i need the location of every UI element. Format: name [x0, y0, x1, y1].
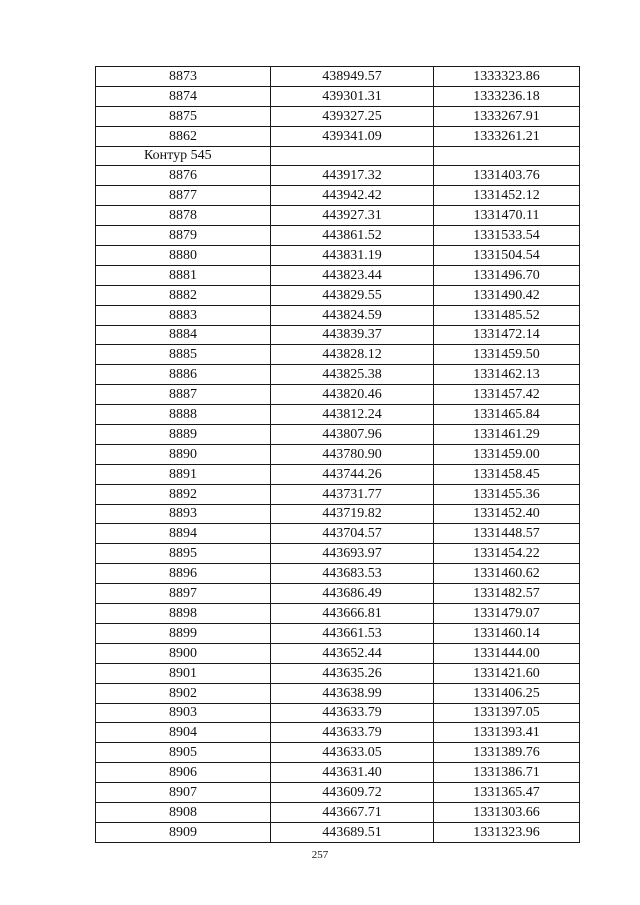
- empty-cell: [434, 146, 580, 166]
- table-row: [96, 206, 580, 226]
- table-row: [96, 305, 580, 325]
- y-coordinate-cell: 1331462.13: [434, 365, 580, 385]
- y-coordinate-cell: 1331460.62: [434, 564, 580, 584]
- x-coordinate-cell: 443633.05: [271, 743, 434, 763]
- point-number-cell: 8907: [96, 783, 271, 803]
- empty-cell: [271, 146, 434, 166]
- table-row: [96, 564, 580, 584]
- y-coordinate-cell: 1331465.84: [434, 405, 580, 425]
- table-row: [96, 345, 580, 365]
- point-number-cell: 8899: [96, 623, 271, 643]
- x-coordinate-cell: 438949.57: [271, 67, 434, 87]
- y-coordinate-cell: 1333323.86: [434, 67, 580, 87]
- x-coordinate-cell: 439327.25: [271, 106, 434, 126]
- y-coordinate-cell: 1331504.54: [434, 246, 580, 266]
- y-coordinate-cell: 1331459.00: [434, 444, 580, 464]
- x-coordinate-cell: 443689.51: [271, 822, 434, 842]
- x-coordinate-cell: 443812.24: [271, 405, 434, 425]
- table-row: [96, 265, 580, 285]
- point-number-cell: 8905: [96, 743, 271, 763]
- table-row: [96, 584, 580, 604]
- table-row: [96, 86, 580, 106]
- table-row: [96, 226, 580, 246]
- x-coordinate-cell: 443683.53: [271, 564, 434, 584]
- point-number-cell: 8904: [96, 723, 271, 743]
- point-number-cell: 8896: [96, 564, 271, 584]
- y-coordinate-cell: 1331457.42: [434, 385, 580, 405]
- x-coordinate-cell: 443631.40: [271, 763, 434, 783]
- y-coordinate-cell: 1331482.57: [434, 584, 580, 604]
- point-number-cell: 8884: [96, 325, 271, 345]
- x-coordinate-cell: 443638.99: [271, 683, 434, 703]
- x-coordinate-cell: 443686.49: [271, 584, 434, 604]
- x-coordinate-cell: 443823.44: [271, 265, 434, 285]
- table-row: [96, 524, 580, 544]
- point-number-cell: 8882: [96, 285, 271, 305]
- x-coordinate-cell: 443831.19: [271, 246, 434, 266]
- table-row: [96, 484, 580, 504]
- table-row: [96, 246, 580, 266]
- x-coordinate-cell: 443828.12: [271, 345, 434, 365]
- x-coordinate-cell: 443942.42: [271, 186, 434, 206]
- y-coordinate-cell: 1331452.12: [434, 186, 580, 206]
- point-number-cell: 8909: [96, 822, 271, 842]
- x-coordinate-cell: 443704.57: [271, 524, 434, 544]
- y-coordinate-cell: 1331421.60: [434, 663, 580, 683]
- y-coordinate-cell: 1331386.71: [434, 763, 580, 783]
- table-row: [96, 67, 580, 87]
- table-row: [96, 365, 580, 385]
- point-number-cell: 8883: [96, 305, 271, 325]
- x-coordinate-cell: 443820.46: [271, 385, 434, 405]
- point-number-cell: 8888: [96, 405, 271, 425]
- x-coordinate-cell: 443861.52: [271, 226, 434, 246]
- x-coordinate-cell: 443829.55: [271, 285, 434, 305]
- table-row: [96, 544, 580, 564]
- y-coordinate-cell: 1331460.14: [434, 623, 580, 643]
- x-coordinate-cell: 443839.37: [271, 325, 434, 345]
- y-coordinate-cell: 1331533.54: [434, 226, 580, 246]
- table-row: [96, 683, 580, 703]
- table-row: [96, 802, 580, 822]
- point-number-cell: 8908: [96, 802, 271, 822]
- table-row: [96, 643, 580, 663]
- point-number-cell: 8893: [96, 504, 271, 524]
- table-row: [96, 623, 580, 643]
- x-coordinate-cell: 439301.31: [271, 86, 434, 106]
- x-coordinate-cell: 443825.38: [271, 365, 434, 385]
- y-coordinate-cell: 1331490.42: [434, 285, 580, 305]
- point-number-cell: 8906: [96, 763, 271, 783]
- point-number-cell: 8898: [96, 604, 271, 624]
- table-row: [96, 663, 580, 683]
- table-row: [96, 763, 580, 783]
- point-number-cell: 8876: [96, 166, 271, 186]
- table-row: [96, 325, 580, 345]
- y-coordinate-cell: 1333236.18: [434, 86, 580, 106]
- x-coordinate-cell: 443693.97: [271, 544, 434, 564]
- point-number-cell: 8885: [96, 345, 271, 365]
- point-number-cell: 8877: [96, 186, 271, 206]
- table-row: [96, 723, 580, 743]
- x-coordinate-cell: 443807.96: [271, 425, 434, 445]
- y-coordinate-cell: 1333267.91: [434, 106, 580, 126]
- y-coordinate-cell: 1331479.07: [434, 604, 580, 624]
- y-coordinate-cell: 1331458.45: [434, 464, 580, 484]
- y-coordinate-cell: 1331452.40: [434, 504, 580, 524]
- table-row: [96, 444, 580, 464]
- y-coordinate-cell: 1331393.41: [434, 723, 580, 743]
- point-number-cell: 8886: [96, 365, 271, 385]
- y-coordinate-cell: 1331365.47: [434, 783, 580, 803]
- x-coordinate-cell: 443609.72: [271, 783, 434, 803]
- y-coordinate-cell: 1331406.25: [434, 683, 580, 703]
- x-coordinate-cell: 443661.53: [271, 623, 434, 643]
- y-coordinate-cell: 1331403.76: [434, 166, 580, 186]
- y-coordinate-cell: 1331496.70: [434, 265, 580, 285]
- y-coordinate-cell: 1331448.57: [434, 524, 580, 544]
- y-coordinate-cell: 1331444.00: [434, 643, 580, 663]
- table-row: [96, 285, 580, 305]
- x-coordinate-cell: 443780.90: [271, 444, 434, 464]
- point-number-cell: 8900: [96, 643, 271, 663]
- point-number-cell: 8891: [96, 464, 271, 484]
- x-coordinate-cell: 443824.59: [271, 305, 434, 325]
- table-row: [96, 126, 580, 146]
- table-row: [96, 425, 580, 445]
- x-coordinate-cell: 443666.81: [271, 604, 434, 624]
- table-row: [96, 783, 580, 803]
- point-number-cell: 8894: [96, 524, 271, 544]
- y-coordinate-cell: 1331485.52: [434, 305, 580, 325]
- y-coordinate-cell: 1331459.50: [434, 345, 580, 365]
- y-coordinate-cell: 1331323.96: [434, 822, 580, 842]
- point-number-cell: 8881: [96, 265, 271, 285]
- x-coordinate-cell: 443635.26: [271, 663, 434, 683]
- table-row: [96, 743, 580, 763]
- point-number-cell: 8880: [96, 246, 271, 266]
- x-coordinate-cell: 443927.31: [271, 206, 434, 226]
- point-number-cell: 8897: [96, 584, 271, 604]
- y-coordinate-cell: 1331470.11: [434, 206, 580, 226]
- table-row: [96, 604, 580, 624]
- x-coordinate-cell: 443719.82: [271, 504, 434, 524]
- point-number-cell: 8892: [96, 484, 271, 504]
- table-row: [96, 106, 580, 126]
- x-coordinate-cell: 443667.71: [271, 802, 434, 822]
- point-number-cell: 8902: [96, 683, 271, 703]
- section-row: [96, 146, 580, 166]
- table-row: [96, 822, 580, 842]
- point-number-cell: 8874: [96, 86, 271, 106]
- y-coordinate-cell: 1331461.29: [434, 425, 580, 445]
- x-coordinate-cell: 443633.79: [271, 703, 434, 723]
- table-row: [96, 405, 580, 425]
- x-coordinate-cell: 439341.09: [271, 126, 434, 146]
- point-number-cell: 8879: [96, 226, 271, 246]
- table-row: [96, 703, 580, 723]
- y-coordinate-cell: 1331472.14: [434, 325, 580, 345]
- point-number-cell: 8895: [96, 544, 271, 564]
- y-coordinate-cell: 1331397.05: [434, 703, 580, 723]
- point-number-cell: 8901: [96, 663, 271, 683]
- x-coordinate-cell: 443633.79: [271, 723, 434, 743]
- x-coordinate-cell: 443917.32: [271, 166, 434, 186]
- table-row: [96, 166, 580, 186]
- point-number-cell: 8889: [96, 425, 271, 445]
- point-number-cell: 8890: [96, 444, 271, 464]
- point-number-cell: 8878: [96, 206, 271, 226]
- y-coordinate-cell: 1331455.36: [434, 484, 580, 504]
- y-coordinate-cell: 1331303.66: [434, 802, 580, 822]
- x-coordinate-cell: 443731.77: [271, 484, 434, 504]
- point-number-cell: 8873: [96, 67, 271, 87]
- table-row: [96, 464, 580, 484]
- section-label: Контур 545: [96, 146, 271, 166]
- coordinates-table: [95, 66, 580, 843]
- table-row: [96, 504, 580, 524]
- y-coordinate-cell: 1331454.22: [434, 544, 580, 564]
- y-coordinate-cell: 1331389.76: [434, 743, 580, 763]
- point-number-cell: 8862: [96, 126, 271, 146]
- y-coordinate-cell: 1333261.21: [434, 126, 580, 146]
- point-number-cell: 8875: [96, 106, 271, 126]
- x-coordinate-cell: 443744.26: [271, 464, 434, 484]
- coordinates-table-body: [96, 67, 580, 843]
- x-coordinate-cell: 443652.44: [271, 643, 434, 663]
- table-row: [96, 186, 580, 206]
- page-number: 257: [311, 849, 329, 861]
- point-number-cell: 8903: [96, 703, 271, 723]
- point-number-cell: 8887: [96, 385, 271, 405]
- table-row: [96, 385, 580, 405]
